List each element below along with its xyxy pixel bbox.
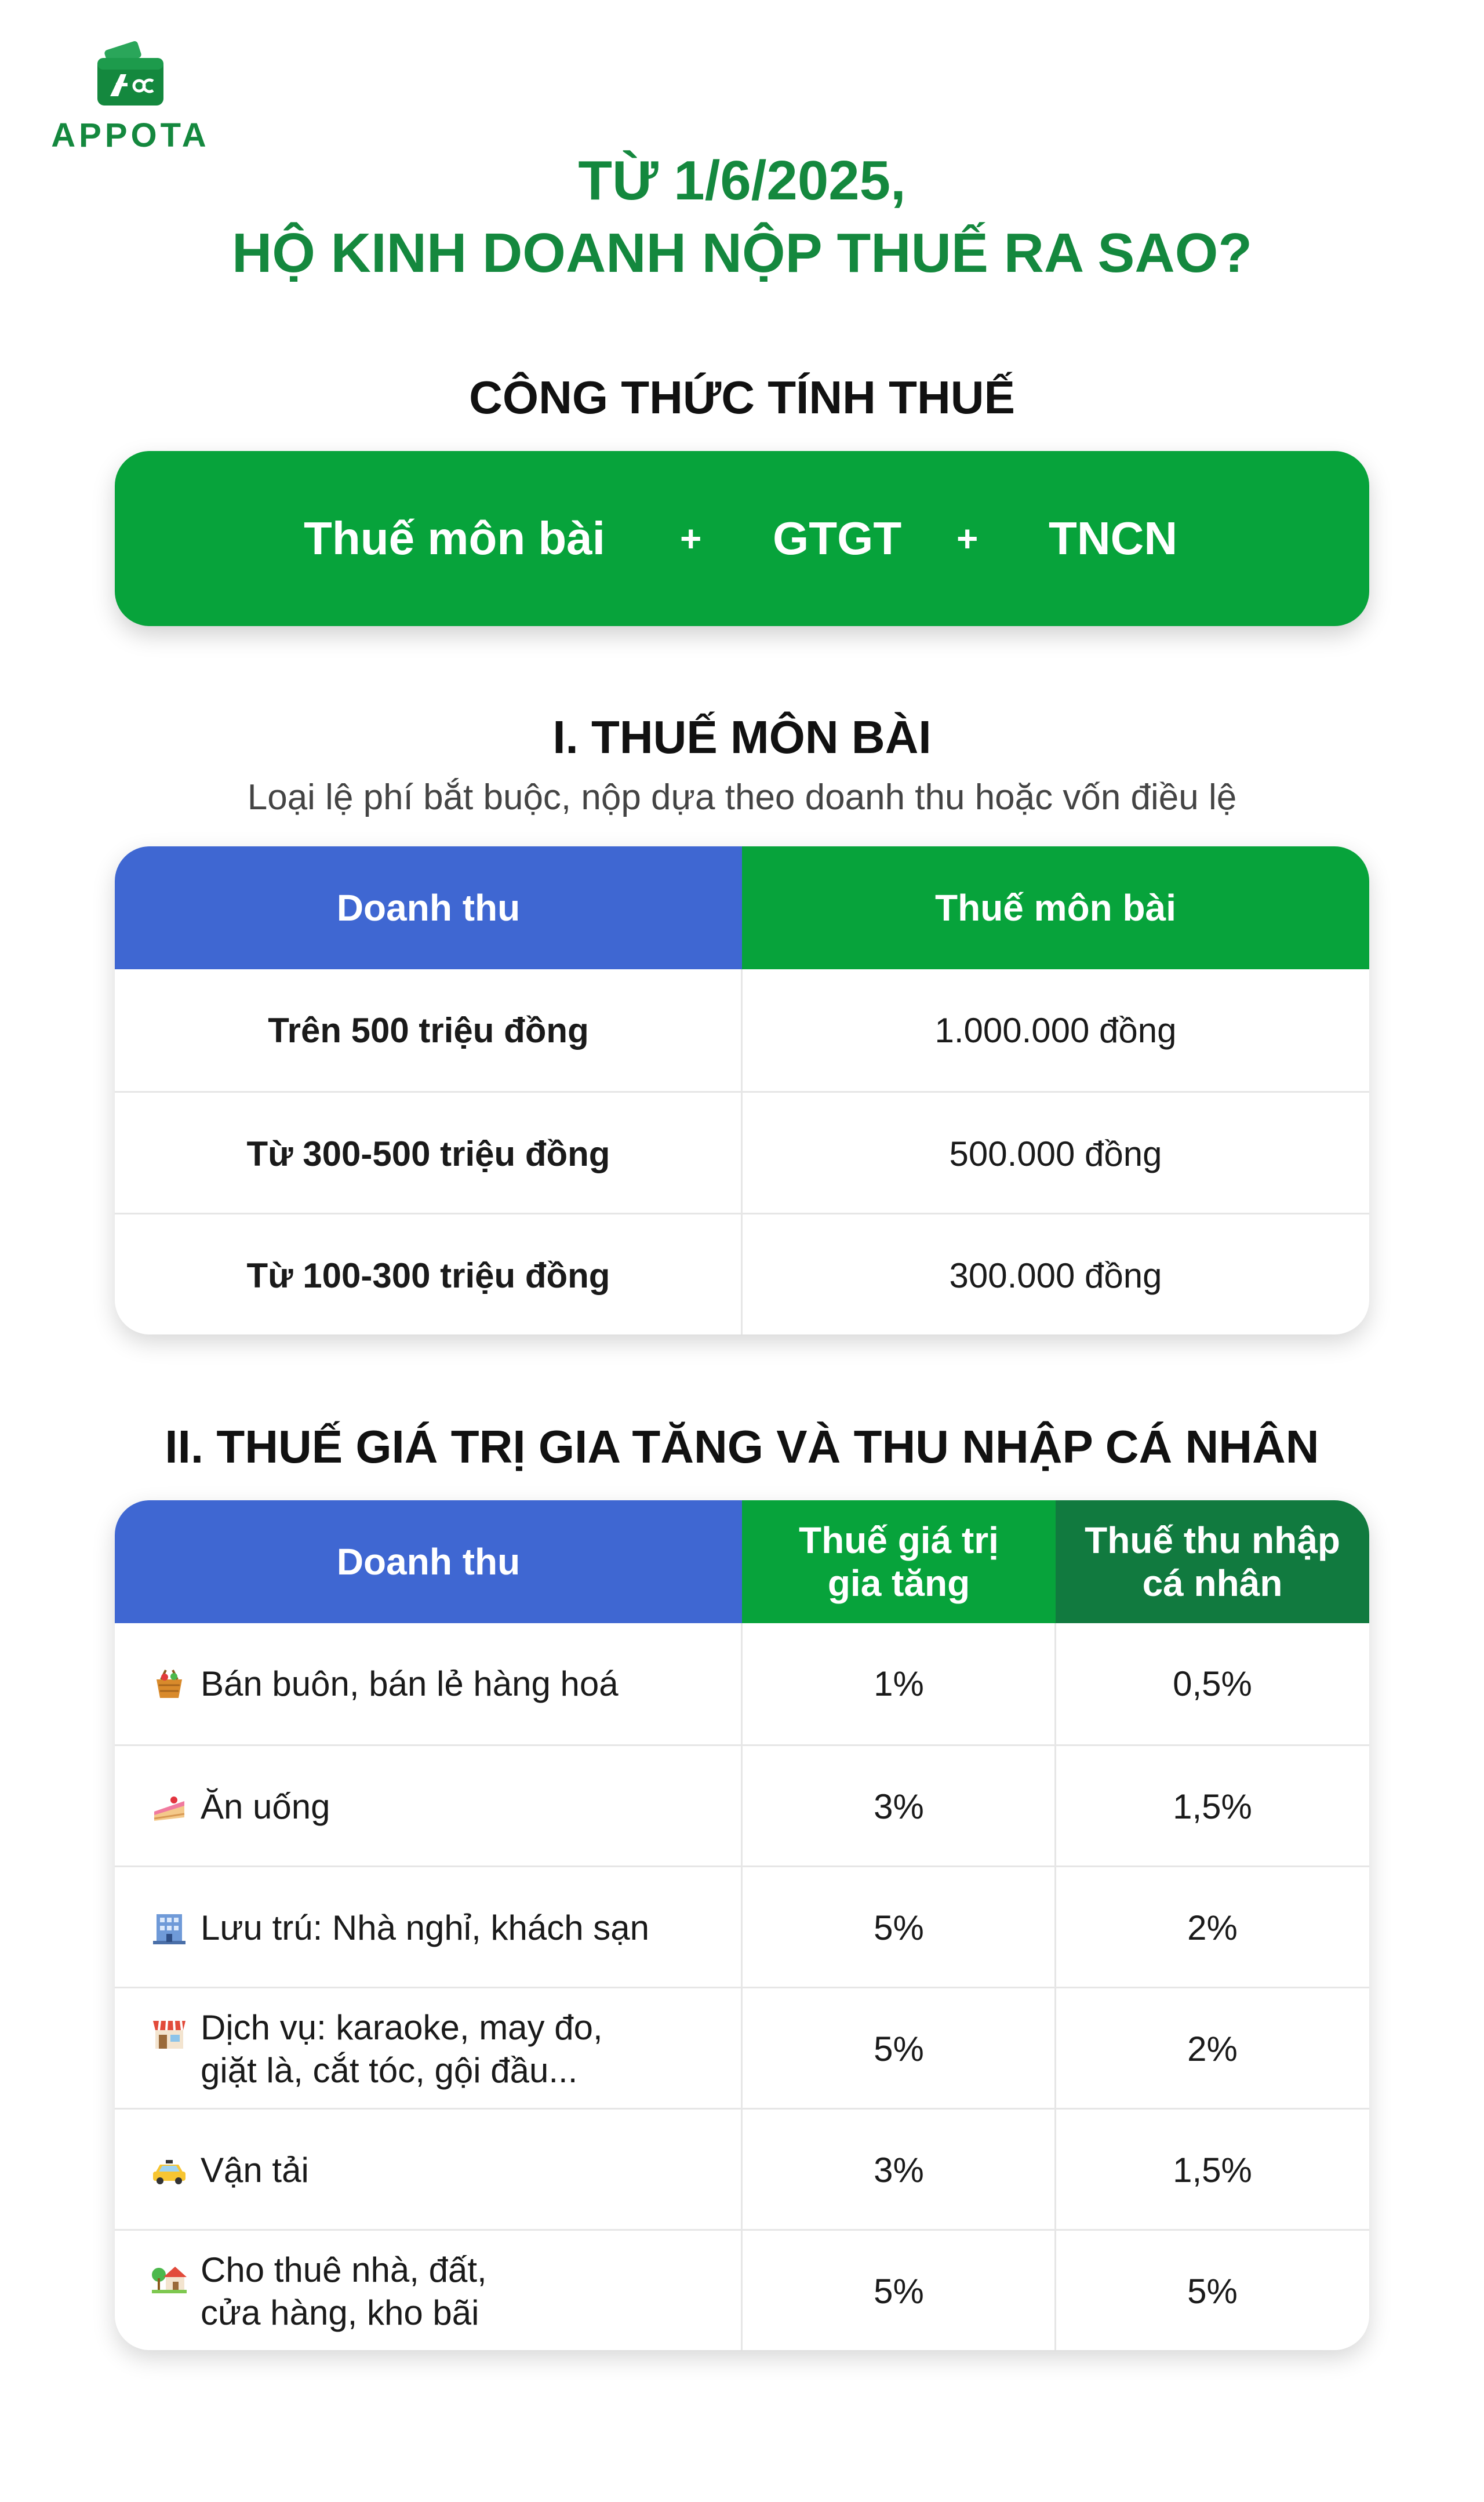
- table-1-header-revenue: Doanh thu: [115, 846, 742, 969]
- page-title-line-2: HỘ KINH DOANH NỘP THUẾ RA SAO?: [231, 222, 1253, 284]
- pit-cell: 5%: [1187, 2272, 1238, 2311]
- pit-cell: 1,5%: [1173, 2151, 1252, 2190]
- hotel-icon: [151, 1910, 188, 1947]
- category-label: Vận tải: [201, 2150, 309, 2190]
- section-2-heading: II. THUẾ GIÁ TRỊ GIA TĂNG VÀ THU NHẬP CÁ NHÂN: [165, 1421, 1319, 1472]
- revenue-cell: Từ 100-300 triệu đồng: [246, 1256, 610, 1295]
- formula-term-vat: GTGT: [773, 512, 902, 564]
- table-row: [115, 1623, 1369, 1744]
- cake-icon: [151, 1788, 188, 1825]
- category-label: Ăn uống: [201, 1787, 330, 1826]
- category-label: Dịch vụ: karaoke, may đo, giặt là, cắt tóc, gội đầu...: [201, 2008, 603, 2090]
- pit-cell: 2%: [1187, 1908, 1238, 1947]
- category-cell: [115, 1867, 742, 1988]
- revenue-cell: Từ 300-500 triệu đồng: [246, 1134, 610, 1173]
- table-row: [115, 1744, 1369, 1867]
- shopping-basket-icon: [151, 1665, 188, 1703]
- pit-cell: 1,5%: [1173, 1787, 1252, 1826]
- vat-pit-table: [115, 1500, 1369, 2350]
- taxi-icon: [151, 2152, 188, 2189]
- table-row: [115, 1091, 1369, 1214]
- storefront-icon: [151, 2015, 188, 2052]
- tax-cell: 300.000 đồng: [949, 1256, 1162, 1295]
- tax-cell: 1.000.000 đồng: [934, 1010, 1177, 1050]
- category-cell: [115, 2231, 742, 2350]
- table-row: [115, 2108, 1369, 2231]
- table-row: [115, 1213, 1369, 1334]
- page-title-line-1: TỪ 1/6/2025,: [578, 150, 906, 212]
- vat-cell: 3%: [874, 1787, 924, 1826]
- tax-cell: 500.000 đồng: [949, 1134, 1162, 1173]
- vat-cell: 5%: [874, 1908, 924, 1947]
- category-cell: [115, 1623, 742, 1744]
- formula-term-license-tax: Thuế môn bài: [304, 512, 605, 564]
- appota-logo: [35, 35, 226, 162]
- formula-term-pit: TNCN: [1049, 512, 1178, 564]
- formula-banner: [115, 451, 1369, 626]
- revenue-cell: Trên 500 triệu đồng: [268, 1010, 589, 1050]
- table-2-header-revenue: Doanh thu: [115, 1500, 742, 1623]
- logo-text: APPOTA: [51, 117, 210, 154]
- license-tax-table: [115, 846, 1369, 1334]
- house-garden-icon: [151, 2257, 188, 2294]
- formula-plus-2: +: [956, 518, 979, 559]
- category-label: Lưu trú: Nhà nghỉ, khách sạn: [201, 1908, 649, 1947]
- vat-cell: 3%: [874, 2151, 924, 2190]
- pit-cell: 0,5%: [1173, 1664, 1252, 1703]
- section-1-subtitle: Loại lệ phí bắt buộc, nộp dựa theo doanh thu hoặc vốn điều lệ: [247, 777, 1237, 817]
- table-row: [115, 969, 1369, 1091]
- category-cell: [115, 2110, 742, 2231]
- table-2-header-pit: Thuế thu nhập cá nhân: [1056, 1500, 1369, 1623]
- section-1-heading: I. THUẾ MÔN BÀI: [552, 711, 932, 763]
- table-row: [115, 1865, 1369, 1988]
- table-row: [115, 2229, 1369, 2350]
- table-1-header-tax: Thuế môn bài: [742, 846, 1369, 969]
- table-2-header-vat: Thuế giá trị gia tăng: [742, 1500, 1056, 1623]
- formula-plus-1: +: [680, 518, 702, 559]
- pit-cell: 2%: [1187, 2030, 1238, 2068]
- wallet-logo-icon: [93, 41, 168, 110]
- formula-heading: CÔNG THỨC TÍNH THUẾ: [469, 372, 1015, 423]
- vat-cell: 5%: [874, 2272, 924, 2311]
- table-row: [115, 1987, 1369, 2110]
- category-cell: [115, 1988, 742, 2110]
- category-label: Bán buôn, bán lẻ hàng hoá: [201, 1664, 619, 1703]
- category-label: Cho thuê nhà, đất, cửa hàng, kho bãi: [201, 2250, 487, 2332]
- category-cell: [115, 1746, 742, 1867]
- vat-cell: 1%: [874, 1664, 924, 1703]
- vat-cell: 5%: [874, 2030, 924, 2068]
